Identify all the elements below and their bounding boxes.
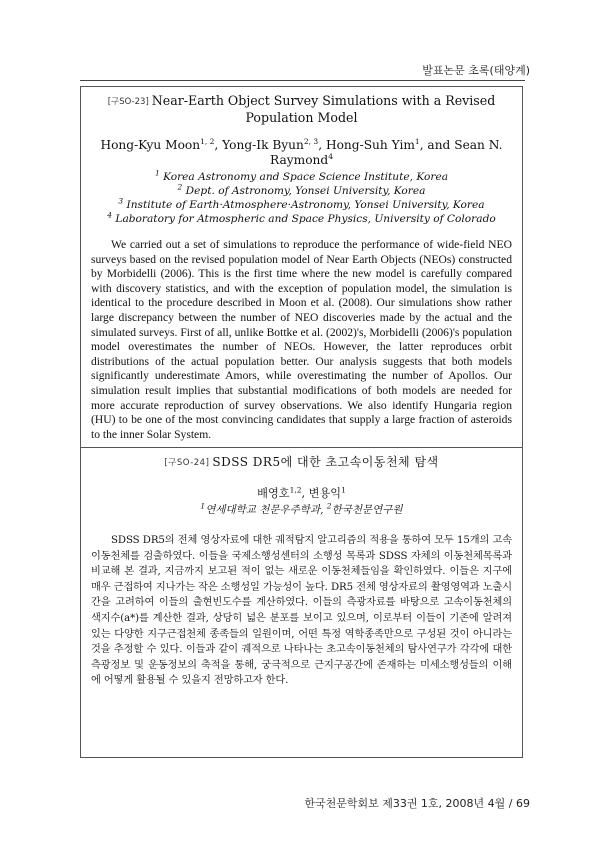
affiliation-text: Korea Astronomy and Space Science Institute, Korea [163, 171, 449, 183]
affiliation-text: Institute of Earth·Atmosphere·Astronomy, Yonsei University, Korea [126, 199, 485, 211]
paper-title-so24 [91, 454, 512, 471]
paper-title-text: SDSS DR5에 대한 초고속이동천체 탐색 [212, 455, 439, 469]
affiliation [91, 170, 512, 184]
author-name: 배영호 [257, 487, 290, 500]
paper-title-so23 [91, 93, 512, 126]
author-name: Sean N. Raymond [270, 138, 503, 167]
affiliation-text: Laboratory for Atmospheric and Space Physics, University of Colorado [115, 213, 496, 225]
author-sup: 1 [341, 485, 346, 495]
author-separator: , [318, 138, 326, 152]
affiliation-sup: 3 [118, 196, 124, 206]
journal-section-header: 발표논문 초록(태양계) [422, 64, 530, 77]
affiliation-line [91, 503, 512, 517]
author-name: Hong-Suh Yim [325, 138, 415, 152]
affiliation-sup: 2 [326, 501, 332, 511]
author-separator: , and [419, 138, 455, 152]
affiliation-sup: 1 [200, 501, 206, 511]
author-name: 변용익 [308, 487, 342, 500]
paper-title-text: Near-Earth Object Survey Simulations with a Revised Population Model [151, 93, 496, 125]
affiliation [91, 184, 512, 198]
author-sup: 1 [414, 136, 420, 146]
affiliation-sup: 4 [107, 210, 113, 220]
affiliation-sup: 2 [177, 182, 183, 192]
paper-box-so24 [80, 448, 523, 758]
abstract-text: We carried out a set of simulations to reproduce the performance of wide-field NEO surveys based on the revised population model of Near Earth Objects (NEOs) constructed by Morbidelli (2006). This is the first time where the new model is carefully compared with discovery statistics, and with the exception of population model, the simulation is identical to the procedure described in Moon et al. (2008). Our simulations show rather large discrepancy between the number of NEO discoveries made by the actual and the simulated surveys. First of all, unlike Bottke et al. (2002)'s, Morbidelli (2006)'s population model overestimates the number of NEOs. However, the latter reproduces orbit distributions of the actual population better. Our analysis suggests that both models significantly underestimate Amors, while overestimating the number of Apollos. Our simulation result implies that substantial modifications of both models are needed for more accurate reproduction of survey observations. We also identify Hungaria region (HU) to be one of the most convincing candidates that supply a large fraction of asteroids to the inner Solar System. [91, 238, 512, 441]
affiliation-text: 한국천문연구원 [331, 504, 403, 516]
abstract-text: SDSS DR5의 전체 영상자료에 대한 궤적탐지 알고리즘의 적용을 통하여 모두 15개의 고속이동천체를 검출하였다. 이들을 국제소행성센터의 소행성 목록과 SDSS 자체의 이동천체목록과 비교해 본 결과, 지금까지 보고된 적이 없는 새로운 이동천체들임을 확인하였다. 이들은 지구에 매우 근접하여 지나가는 작은 소행성일 가능성이 높다. DR5 전체 영상자료의 촬영영역과 노출시간을 고려하여 이들의 출현빈도수를 계산하였다. 이들의 측광자료를 바탕으로 고속이동천체의 색지수(a*)를 계산한 결과, 상당히 넓은 분포를 보이고 있으며, 이로부터 이들이 기존에 알려져 있는 다양한 지구근접천체 종족들의 일원이며, 어떤 특정 역학종족만으로 구성된 것이 아니라는 것을 추정할 수 있다. 이들과 같이 궤적으로 나타나는 초고속이동천체의 탐사연구가 각각에 대한 측광정보 및 운동정보의 축적을 통해, 궁극적으로 근지구공간에 존재하는 미세소행성들의 이해에 어떻게 활용될 수 있을지 전망하고자 한다. [91, 535, 512, 687]
author-sup: 1,2 [289, 485, 302, 495]
author-sup: 2, 3 [303, 136, 319, 146]
affiliation-text: 연세대학교 천문우주학과, [205, 504, 327, 516]
affiliation [91, 198, 512, 212]
author-name: Hong-Kyu Moon [100, 138, 201, 152]
author-list [91, 138, 512, 168]
author-list [91, 487, 512, 501]
paper-box-so23 [80, 86, 523, 448]
paper-code-so24: [구SO-24] [164, 458, 210, 468]
author-sup: 4 [328, 151, 333, 161]
author-separator: , [214, 138, 223, 152]
paper-code-so23: [구SO-23] [107, 97, 149, 107]
page-footer: 한국천문학회보 제33권 1호, 2008년 4월 / 69 [304, 797, 530, 810]
affiliation-sup: 1 [154, 168, 160, 178]
affiliation-text: Dept. of Astronomy, Yonsei University, Korea [185, 185, 426, 197]
affiliation [91, 212, 512, 226]
author-name: Yong-Ik Byun [222, 138, 304, 152]
author-separator: , [301, 487, 309, 500]
author-sup: 1, 2 [200, 136, 215, 146]
header-rule [80, 80, 525, 81]
